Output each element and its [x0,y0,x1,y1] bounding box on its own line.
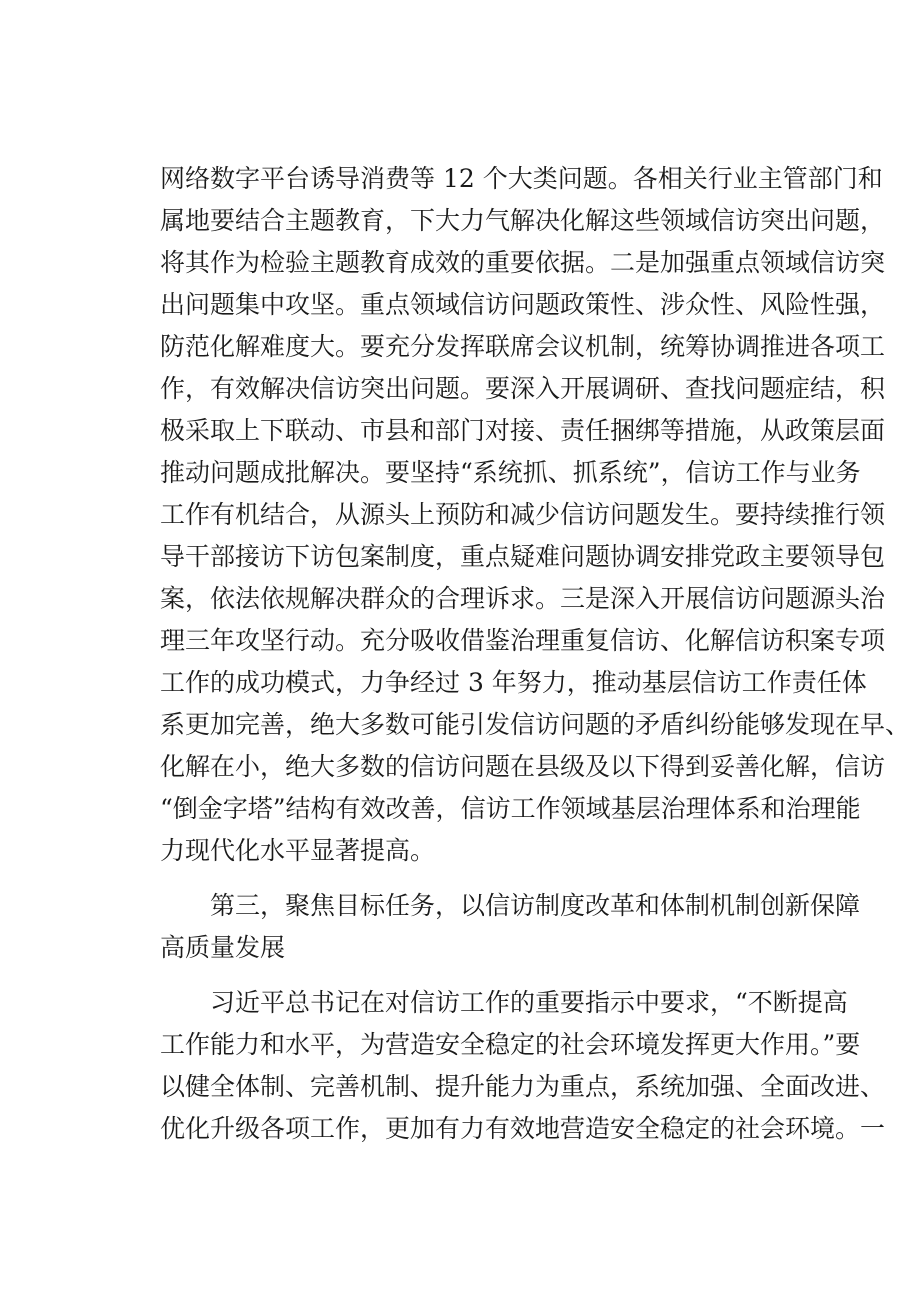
text-line: 第三，聚焦目标任务，以信访制度改革和体制机制创新保障 [210,891,861,920]
text-line: “倒金字塔”结构有效改善，信访工作领域基层治理体系和治理能 [160,794,861,823]
text-line: 习近平总书记在对信访工作的重要指示中要求，“不断提高 [210,988,848,1017]
text-line: 工作能力和水平，为营造安全稳定的社会环境发挥更大作用。”要 [160,1030,861,1059]
text-line: 将其作为检验主题教育成效的重要依据。二是加强重点领域信访突 [160,248,886,277]
text-line: 属地要结合主题教育，下大力气解决化解这些领域信访突出问题， [160,206,886,235]
text-line: 工作有机结合，从源头上预防和减少信访问题发生。要持续推行领 [160,500,886,529]
text-line: 优化升级各项工作，更加有力有效地营造安全稳定的社会环境。一 [160,1114,886,1143]
text-line: 推动问题成批解决。要坚持“系统抓、抓系统”，信访工作与业务 [160,458,861,487]
text-line: 力现代化水平显著提高。 [160,836,436,865]
text-line: 极采取上下联动、市县和部门对接、责任捆绑等措施，从政策层面 [160,416,886,445]
text-line: 工作的成功模式，力争经过 3 年努力，推动基层信访工作责任体 [160,668,867,697]
text-line: 案，依法依规解决群众的合理诉求。三是深入开展信访问题源头治 [160,584,886,613]
text-line: 出问题集中攻坚。重点领域信访问题政策性、涉众性、风险性强， [160,290,886,319]
text-line: 作，有效解决信访突出问题。要深入开展调研、查找问题症结，积 [160,374,886,403]
paragraph-1 [160,158,911,872]
paragraph-3 [160,982,886,1150]
document-body [160,158,911,1150]
text-line: 以健全体制、完善机制、提升能力为重点，系统加强、全面改进、 [160,1072,886,1101]
section-heading [160,885,861,969]
text-line: 理三年攻坚行动。充分吸收借鉴治理重复信访、化解信访积案专项 [160,626,886,655]
text-line: 系更加完善，绝大多数可能引发信访问题的矛盾纠纷能够发现在早、 [160,710,911,739]
text-line: 化解在小，绝大多数的信访问题在县级及以下得到妥善化解，信访 [160,752,886,781]
text-line: 网络数字平台诱导消费等 12 个大类问题。各相关行业主管部门和 [160,164,883,193]
text-line: 导干部接访下访包案制度，重点疑难问题协调安排党政主要领导包 [160,542,886,571]
text-line: 防范化解难度大。要充分发挥联席会议机制，统筹协调推进各项工 [160,332,886,361]
text-line: 高质量发展 [160,933,286,962]
